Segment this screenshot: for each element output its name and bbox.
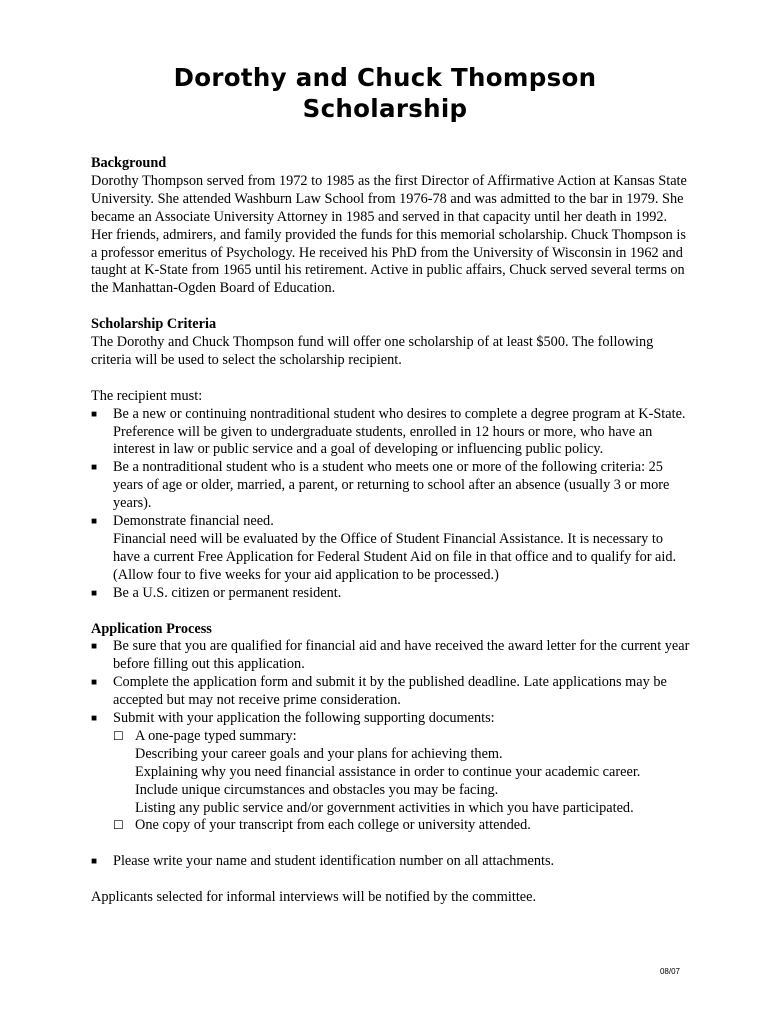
summary-line: Explaining why you need financial assistance in order to continue your academic career. (135, 763, 641, 780)
list-item (91, 638, 691, 674)
financial-need-note: Financial need will be evaluated by the Office of Student Financial Assistance. It is necessary to have a current Free Application for Federal Student Aid on file in that office and to qualify for aid. (Allow four to five weeks for your aid application to be processed.) (113, 531, 677, 583)
application-item-text: Be sure that you are qualified for financial aid and have received the award letter for the current year before filling out this application. (113, 638, 690, 673)
criteria-heading: Scholarship Criteria (91, 316, 217, 333)
application-list (91, 638, 691, 835)
summary-line: Describing your career goals and your plans for achieving them. (135, 745, 503, 762)
list-item (91, 853, 691, 871)
bullet-icon: ■ (91, 408, 98, 420)
list-item (91, 585, 691, 603)
list-item (91, 513, 691, 585)
criteria-item-text: Demonstrate financial need. (113, 513, 274, 530)
attachments-note: Please write your name and student identification number on all attachments. (113, 853, 555, 870)
bullet-icon: ■ (91, 462, 98, 474)
list-item (113, 728, 691, 818)
title-line-2: Scholarship (302, 94, 468, 123)
checkbox-icon: ☐ (113, 728, 124, 743)
list-item (91, 459, 691, 513)
document-body (91, 155, 691, 907)
criteria-item-text: Be a nontraditional student who is a student who meets one or more of the following criteria: 25 years of age or older, married, a parent, or returning to school after an absence (usually 3 or more years). (113, 459, 670, 512)
list-item (91, 710, 691, 835)
criteria-intro: The Dorothy and Chuck Thompson fund will offer one scholarship of at least $500. The following criteria will be used to select the scholarship recipient. (91, 334, 654, 368)
bullet-icon: ■ (91, 516, 98, 528)
application-item-text: Complete the application form and submit it by the published deadline. Late applications may be accepted but may not receive prime consideration. (113, 674, 667, 709)
document-title (0, 62, 770, 124)
criteria-item-text: Be a U.S. citizen or permanent resident. (113, 584, 342, 601)
background-text: Dorothy Thompson served from 1972 to 1985 as the first Director of Affirmative Action at Kansas State University. She attended Washburn Law School from 1976-78 and was admitted to the bar in 1979. She became an Associate University Attorney in 1985 and served in that capacity until her death in 1992. Her friends, admirers, and family provided the funds for this memorial scholarship. Chuck Thompson is a professor emeritus of Psychology. He received his PhD from the University of Wisconsin in 1962 and taught at K-State from 1965 until his retirement. Active in public affairs, Chuck served several terms on the Manhattan-Ogden Board of Education. (91, 172, 687, 297)
summary-line: Include unique circumstances and obstacles you may be facing. (135, 781, 499, 798)
summary-label: A one-page typed summary: (135, 727, 297, 744)
application-item-text: Submit with your application the following supporting documents: (113, 710, 495, 727)
list-item (113, 817, 691, 835)
attachments-list (91, 853, 691, 871)
bullet-icon: ■ (91, 641, 98, 653)
background-heading: Background (91, 155, 167, 171)
criteria-lead: The recipient must: (91, 387, 203, 404)
application-heading: Application Process (91, 620, 212, 637)
bullet-icon: ■ (91, 587, 98, 599)
revision-date: 08/07 (659, 967, 680, 976)
summary-line: Listing any public service and/or government activities in which you have participated. (135, 799, 634, 816)
criteria-list (91, 406, 691, 603)
list-item (91, 406, 691, 460)
criteria-item-text: Be a new or continuing nontraditional student who desires to complete a degree program at K-State. Preference will be given to undergraduate students, enrolled in 12 hours or more, who have an interest in law or public service and a goal of developing or influencing public policy. (113, 405, 686, 458)
title-line-1: Dorothy and Chuck Thompson (173, 63, 597, 92)
transcript-text: One copy of your transcript from each college or university attended. (135, 817, 531, 834)
checkbox-icon: ☐ (113, 818, 124, 833)
bullet-icon: ■ (91, 856, 98, 868)
bullet-icon: ■ (91, 713, 98, 725)
bullet-icon: ■ (91, 677, 98, 689)
list-item (91, 674, 691, 710)
closing-text: Applicants selected for informal interviews will be notified by the committee. (91, 889, 537, 906)
supporting-documents-list (113, 728, 691, 835)
